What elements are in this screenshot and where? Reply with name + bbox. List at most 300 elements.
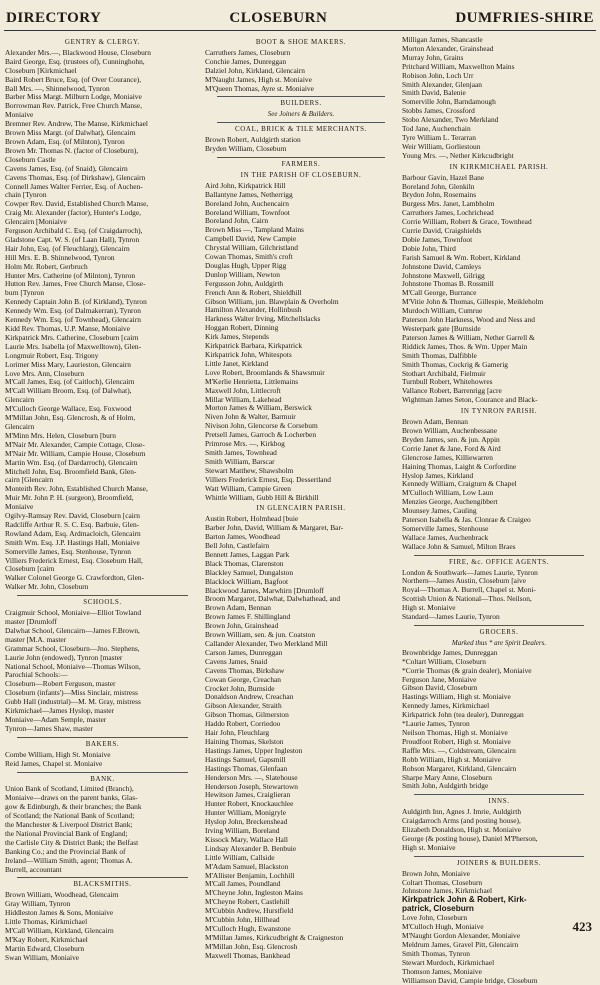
directory-entry: Walker Colonel George G. Crawfordton, Glen-	[5, 573, 145, 583]
directory-entry: Brownbridge James, Dunreggan	[402, 647, 498, 657]
directory-entry: Mitchell John, Esq. Broomfield Bank, Glen-	[5, 466, 137, 476]
directory-entry: Smith Alexander, Glenjaan	[402, 79, 482, 89]
directory-entry: Paterson Isabella & Jas. Clonrae & Craigeo	[402, 515, 531, 525]
directory-entry: Brown John, Grainshead	[205, 621, 279, 631]
section-divider	[217, 96, 385, 97]
directory-entry: Cowan George, Creachan	[205, 674, 281, 684]
directory-entry: Kissock Mary, Wallace Hall	[205, 834, 288, 844]
page-header	[4, 3, 596, 31]
directory-entry: Hair John, Fleuchlarg	[205, 728, 270, 738]
directory-entry: Kirkpatrick John (tea dealer), Dunreggan	[402, 710, 524, 720]
directory-entry: Carson James, Dunreggan	[205, 647, 283, 657]
directory-entry: Standard—James Laurie, Tynron	[402, 612, 500, 622]
directory-entry: Brown Adam, Esq. (of Milnton), Tynron	[5, 136, 125, 146]
directory-entry: Cavens Thomas, Esq. (of Dirkshaw), Glencairn	[5, 172, 146, 182]
directory-entry: Barber Miss Margt. Milburn Lodge, Moniaive	[5, 92, 142, 102]
directory-entry: Love John, Closeburn	[402, 913, 468, 923]
directory-entry: Stobbs James, Crossford	[402, 106, 475, 116]
directory-entry: Riddick James, Thos. & Wm. Upper Main	[402, 341, 528, 351]
directory-entry: Craig Mr. Alexander (factor), Hunter's Lodge,	[5, 208, 141, 218]
directory-entry: Hyslop John, Breckenshead	[205, 817, 288, 827]
directory-entry: M'Kay Robert, Kirkmichael	[5, 934, 88, 944]
directory-entry: Tod Jane, Auchenchain	[402, 124, 471, 134]
directory-entry: Kirk James, Stepends	[205, 332, 269, 342]
directory-entry: Gladstone Capt. W. S. (of Laan Hall), Tynron	[5, 234, 140, 244]
directory-entry: Brydon John, Rosemains	[402, 190, 477, 200]
directory-entry: Hill Mrs. E. B. Shinnelwood, Tynron	[5, 252, 115, 262]
directory-entry: cairn [Glencairn	[5, 475, 54, 485]
directory-entry: Nivison John, Glencorse & Corsebum	[205, 421, 318, 431]
directory-entry: Wallace John & Samuel, Milton Braes	[402, 541, 516, 551]
directory-entry: Kennedy Wm. Esq. (of Dalmakerran), Tynron	[5, 306, 141, 316]
directory-entry: Proudfoot Robert, High st. Moniaive	[402, 736, 511, 746]
directory-entry: Vallance Robert, Barrenrigg [acre	[402, 386, 502, 396]
directory-entry: Raffle Mrs. —, Coldstream, Glencairn	[402, 745, 516, 755]
directory-entry: Ogilvy-Ramsay Rev. David, Closeburn [cairn	[5, 511, 140, 521]
directory-entry: Banking Co.; and the Provincial Bank of	[5, 846, 126, 856]
directory-entry: of Scotland; the National Bank of Scotland;	[5, 811, 135, 821]
directory-entry: Hunter William, Monigryle	[205, 808, 287, 818]
directory-entry: Paterson James & William, Nether Garrell &	[402, 332, 535, 342]
directory-entry: Kirkmichael—James Hyslop, master	[5, 706, 114, 716]
directory-entry: gow & Edinburgh, & their branches; the Bank	[5, 802, 142, 812]
directory-entry: Callander Alexander, Two Merkland Mill	[205, 639, 328, 648]
directory-entry: Meldrum James, Gravel Pitt, Glencairn	[402, 939, 519, 949]
directory-entry: Austin Robert, Holmhead [buie	[205, 514, 299, 524]
directory-entry: M'Cubbin John, Hillhead	[205, 915, 280, 925]
directory-entry: *Corrie Thomas (& grain dealer), Moniaive	[402, 665, 532, 675]
directory-entry: Brown Miss —, Tampland Mains	[205, 225, 304, 235]
directory-entry: Millar William, Lakehead	[205, 394, 282, 404]
directory-entry: Turnbull Robert, Whitehowres	[402, 377, 493, 387]
section-divider	[17, 877, 188, 878]
directory-entry: M'Culloch Hugh, Moniaive	[402, 922, 484, 932]
directory-entry: Brown William, Auchenbessane	[402, 425, 498, 435]
directory-entry: M'Millan John, Esq. Glencrosh	[205, 941, 298, 951]
directory-entry: M'Vitie John & Thomas, Gillespie, Meikleholm	[402, 297, 544, 307]
directory-entry: Hewitson James, Craiglieran	[205, 790, 291, 800]
directory-entry: Young Mrs. —, Nether Kirkcudbright	[402, 150, 514, 160]
directory-entry: Love Mrs. Ann, Closeburn	[5, 368, 85, 378]
directory-entry: Stewart Matthew, Shawsholm	[205, 465, 294, 475]
directory-entry: Smith Thomas, Cockrig & Gamerig	[402, 359, 508, 369]
directory-entry: Smith John, Auldgirth bridge	[402, 781, 489, 791]
directory-entry: Moniaive	[5, 110, 34, 120]
directory-entry: Kirkpatrick Mrs. Catherine, Closeburn [cairn	[5, 332, 139, 342]
directory-entry: Gibson Thomas, Gilmerston	[205, 710, 289, 720]
directory-entry: Baird George, Esq. (trustees of), Cunninghohn,	[5, 56, 145, 66]
directory-entry: Baird Robert Bruce, Esq. (of Over Courance),	[5, 74, 142, 84]
directory-entry: Fergusson John, Auldgirth	[205, 278, 284, 288]
directory-entry: Hastings James, Upper Ingleston	[205, 745, 303, 755]
directory-section	[402, 163, 596, 405]
section-title: JOINERS & BUILDERS.	[456, 858, 542, 867]
directory-entry: Watt William, Campie Green	[205, 483, 291, 493]
directory-entry: French Ann & Robert, Shieldhill	[205, 287, 302, 297]
directory-entry: Smith Thomas, Dalfibble	[402, 350, 477, 360]
section-divider	[17, 595, 188, 596]
directory-entry: Blackley Samuel, Dungalston	[205, 567, 294, 577]
directory-entry: M'Kerlie Henrietta, Littlemains	[205, 376, 299, 386]
section-title: GROCERS.	[479, 628, 519, 636]
directory-section	[402, 407, 596, 552]
directory-entry: Barber John, David, William & Margaret, Bar-	[205, 523, 344, 533]
directory-entry: M'Call George, Burrance	[402, 288, 477, 298]
directory-entry: Cowan Thomas, Smith's croft	[205, 252, 293, 262]
directory-entry: Pretsell James, Garroch & Locherben	[205, 430, 317, 440]
directory-entry: Farish Samuel & Wm. Robert, Kirkland	[402, 252, 521, 262]
directory-entry: Elizabeth Donaldson, High st. Moniaive	[402, 825, 522, 835]
directory-entry: Thomson James, Moniaive	[402, 966, 482, 976]
directory-entry: Tyre William L. Terarran	[402, 132, 476, 142]
directory-entry: Union Bank of Scotland, Limited (Branch),	[5, 784, 134, 794]
directory-entry: Boreland William, Townfoot	[205, 207, 290, 217]
directory-entry: Harkness Walter Irving, Mitchellslacks	[205, 314, 321, 324]
directory-entry: Aird John, Kirkpatrick Hill	[205, 180, 286, 190]
directory-entry: Barbour Gavin, Hazel Bane	[402, 172, 485, 182]
parish-subheading: IN THE PARISH OF CLOSEBURN.	[240, 170, 362, 179]
directory-entry: Johnstone Thomas B. Rossmill	[402, 279, 494, 289]
directory-entry: Bell John, Castlefairn	[205, 541, 270, 551]
directory-entry: Holm Mr. Robert, Gerbruch	[5, 261, 88, 271]
directory-entry: Haddo Robert, Corriedoo	[205, 719, 281, 729]
directory-entry: Kennedy Captain John B. (of Kirkland), Tynron	[5, 297, 147, 307]
directory-entry: Carruthers James, Lochrichead	[402, 208, 494, 218]
directory-entry: M'Nair Mr. William, Campie House, Closeburn	[5, 448, 146, 458]
directory-entry: Hiddleston James & Sons, Moniaive	[5, 908, 114, 918]
directory-entry: Glencairn	[5, 421, 35, 431]
directory-entry: Gray William, Tynron	[5, 899, 71, 909]
directory-entry: Closeburn [Kirkmichael	[5, 65, 77, 75]
directory-entry: Parochial Schools:—	[5, 670, 68, 680]
directory-entry: Dalwhat School, Glencairn—James F.Brown,	[5, 625, 140, 635]
directory-entry: Kidd Rev. Thomas, U.P. Manse, Moniaive	[5, 324, 131, 333]
directory-entry: Robb William, High st. Moniaive	[402, 754, 501, 764]
directory-entry: Milligan James, Shancastle	[402, 35, 483, 44]
directory-entry: Moniaive	[5, 502, 34, 512]
directory-entry: Bryden James, sen. & jun. Appin	[402, 434, 500, 444]
directory-entry: Glencairn	[5, 395, 35, 405]
directory-entry: Dunlop William, Newton	[205, 269, 280, 279]
directory-entry: the National Provincial Bank of England;	[5, 828, 128, 838]
header-center: CLOSEBURN	[229, 10, 328, 26]
column-3	[402, 35, 596, 985]
directory-entry: M'Cubbin Andrew, Hurstfield	[205, 906, 294, 916]
section-title: COAL, BRICK & TILE MERCHANTS.	[235, 125, 367, 134]
directory-entry: Love Robert, Broomlands & Shawsmuir	[205, 367, 325, 377]
directory-section	[402, 625, 596, 791]
directory-entry: Hunter Robert, Knockauchlee	[205, 799, 294, 809]
directory-entry: *Laurie James, Tynron	[402, 719, 470, 729]
directory-entry: Pritchard William, Maxwellton Mains	[402, 61, 515, 71]
directory-entry: Barton James, Woodhead	[205, 532, 281, 542]
directory-entry: Kennedy William, Craigturn & Chapel	[402, 479, 517, 489]
section-title: BANK.	[90, 774, 115, 783]
directory-entry: Morton Alexander, Grainshead	[402, 43, 494, 53]
directory-entry: Irving William, Boreland	[205, 826, 280, 836]
directory-entry: Smith James, Townhead	[205, 447, 277, 457]
section-divider	[17, 772, 188, 773]
column-1	[5, 36, 200, 962]
directory-entry: Dobie James, Townfoot	[402, 234, 473, 244]
directory-entry: High st. Moniaive	[402, 603, 456, 613]
directory-entry: M'Millan John, Esq. Glencrosh, & of Holm,	[5, 413, 136, 423]
directory-entry: Laurie Mrs. Isabella (of Maxwelltown), Glen-	[5, 341, 142, 351]
directory-entry: Hastings Samuel, Gapsmill	[205, 754, 286, 764]
directory-entry: Bremner Rev. Andrew, The Manse, Kirkmichael	[5, 119, 148, 129]
directory-entry: chain [Tynron	[5, 190, 47, 200]
directory-entry: Johnstone Maxwell, Gilrigg	[402, 270, 485, 280]
directory-entry: Ferguson Archibald C. Esq. (of Craigdarroch),	[5, 226, 143, 236]
directory-entry: Closeburn—Robert Ferguson, master	[5, 679, 116, 689]
directory-entry: Johnstone David, Camleys	[402, 261, 482, 271]
directory-section	[402, 555, 596, 622]
directory-section	[402, 36, 596, 161]
section-note: See Joiners & Builders.	[267, 110, 335, 119]
section-title: FARMERS.	[281, 159, 321, 168]
directory-entry: M'Allister Benjamin, Lochhill	[205, 870, 295, 880]
directory-entry: Somerville James, Esq. Stenhouse, Tynron	[5, 546, 132, 556]
directory-entry: Cavens James, Esq. (of Snaid), Glencairn	[5, 163, 128, 173]
directory-section	[205, 157, 397, 502]
directory-entry: M'Cheyne Robert, Castlehill	[205, 897, 290, 907]
directory-entry: Laurie John (endowed), Tynron [master	[5, 652, 123, 662]
directory-entry: Broom Margaret, Dalwhat, Dalwhathead, and	[205, 594, 341, 604]
directory-entry: M'Naught James, High st. Moniaive	[205, 74, 312, 84]
directory-entry: Rowland Adam, Esq. Ardmacloich, Glencairn	[5, 528, 141, 538]
directory-entry: Alexander Mrs.—, Blackwood House, Closeburn	[5, 47, 151, 57]
directory-entry: Douglas Hugh, Upper Rigg	[205, 260, 287, 270]
directory-entry: Kirkpatrick John, Whitespots	[205, 350, 292, 359]
directory-entry: M'Call William, Kirkland, Glencairn	[5, 926, 114, 935]
directory-entry: Crocket John, Burnside	[205, 683, 275, 693]
directory-entry: Henderson Joseph, Stewartown	[205, 781, 298, 791]
parish-subheading: IN KIRKMICHAEL PARISH.	[449, 162, 549, 171]
directory-entry: Little Janet, Kirkland	[205, 358, 269, 368]
directory-entry: Gibson David, Closeburn	[402, 683, 478, 693]
directory-entry: Hastings William, High st. Moniaive	[402, 692, 511, 702]
section-divider	[414, 794, 584, 795]
directory-entry: Somerville James, Stenhouse	[402, 523, 489, 533]
directory-entry: Brown Adam, Bennan	[402, 417, 468, 427]
parish-subheading: IN GLENCAIRN PARISH.	[256, 504, 346, 513]
directory-entry: Niven John & Walter, Barmuir	[205, 412, 296, 422]
directory-entry: Moniaive—draws on the parent banks, Glas-	[5, 793, 138, 803]
directory-entry: Boreland John, Auchencairn	[205, 198, 289, 208]
directory-entry: Hoggan Robert, Dinning	[205, 323, 279, 333]
directory-entry: Kennedy James, Kirkmichael	[402, 701, 490, 711]
directory-entry: Muir Mr. John P. H. (surgeon), Broomfield,	[5, 493, 134, 503]
header-right: DUMFRIES-SHIRE	[455, 10, 594, 26]
directory-entry: burn [Tynron	[5, 288, 45, 298]
directory-entry: M'Minn Mrs. Helen, Closeburn [burn	[5, 430, 116, 440]
directory-entry: Glencrose James, Killiewarren	[402, 452, 493, 462]
directory-entry: Villiers Frederick Ernest, Esq. Dessertland	[205, 474, 331, 484]
directory-entry: Borrowman Rev. Patrick, Free Church Manse,	[5, 101, 143, 111]
directory-entry: Auldgirth Inn, Agnes J. Imrie, Auldgirth	[402, 807, 522, 817]
directory-entry: Stothart Archibald, Fielmuir	[402, 368, 486, 378]
section-divider	[414, 555, 584, 556]
directory-entry: Smith Wm. Esq. J.P. Hastings Hall, Moniaive	[5, 537, 140, 547]
section-title: BOOT & SHOE MAKERS.	[255, 38, 347, 46]
directory-entry: Menzies George, Auchengibbert	[402, 497, 498, 507]
directory-entry: Villiers Frederick Ernest, Esq. Closeburn Hall,	[5, 555, 143, 565]
directory-entry: the Carlisle City & District Bank; the Belfast	[5, 837, 139, 847]
directory-entry: Kirkpatrick Barbara, Kirkpatrick	[205, 341, 303, 351]
directory-entry: Dobie John, Third	[402, 243, 456, 253]
section-divider	[217, 157, 385, 158]
directory-entry: Craigdarroch Arms (and posting house),	[402, 816, 521, 826]
directory-entry: Morton James & William, Berswick	[205, 403, 312, 413]
directory-entry: Haining Thomas, Skelston	[205, 736, 284, 746]
column-2	[205, 36, 397, 960]
directory-entry: Glencairn [Moniaive	[5, 217, 67, 227]
directory-entry: M'Millan James, Kirkcudbright & Craigneston	[205, 932, 344, 942]
section-divider	[414, 856, 584, 857]
directory-entry: Grammar School, Closeburn—Jno. Stephens,	[5, 643, 140, 653]
directory-entry: Brown John, Moniaive	[402, 868, 470, 878]
directory-entry: Brown Adam, Bennan	[205, 603, 271, 613]
directory-entry: Conchie James, Dunreggan	[205, 56, 287, 66]
directory-entry: M'Call James, Poundland	[205, 879, 281, 889]
directory-entry: Craigmuir School, Moniaive—Elliot Towland	[5, 608, 142, 618]
directory-entry: Robson Margaret, Kirkland, Glencairn	[402, 763, 517, 773]
directory-entry: Murdoch William, Cumrue	[402, 306, 483, 316]
directory-entry: Gibson Alexander, Straith	[205, 701, 282, 711]
directory-entry: Closeburn (infants')—Miss Sinclair, mistress	[5, 688, 138, 698]
directory-entry: M'Cheyne John, Ingleston Mains	[205, 888, 303, 898]
directory-entry: *Coltart William, Closeburn	[402, 656, 486, 666]
directory-entry: Closeburn Castle	[5, 154, 56, 164]
directory-entry: Hutton Rev. James, Free Church Manse, Close-	[5, 279, 146, 289]
directory-entry: Stobo Alexander, Two Merkland	[402, 115, 499, 125]
directory-entry: master [Drumloff	[5, 617, 57, 626]
directory-entry: Hair John, Esq. (of Fleuchlarg), Glencairn	[5, 243, 130, 253]
directory-entry: Scottish Union & National—Thos. Neilson,	[402, 594, 532, 604]
directory-entry: Wallace James, Auchenbrack	[402, 532, 489, 542]
parish-subheading: IN TYNRON PARISH.	[460, 407, 538, 416]
directory-entry: M'Culloch Hugh, Ewanstone	[205, 924, 291, 933]
section-title: BUILDERS.	[280, 99, 322, 108]
directory-entry: Hyslop James, Kirkland	[402, 470, 474, 480]
directory-entry: Robison John, Loch Urr	[402, 70, 474, 80]
directory-entry: Royal—Thomas A. Burrell, Chapel st. Moni-	[402, 585, 536, 595]
directory-entry: Connell James Walter Ferrier, Esq. of Auchen-	[5, 181, 143, 191]
section-title: INNS.	[488, 797, 510, 806]
directory-entry: Lindsay Alexander B. Benbuie	[205, 843, 297, 853]
directory-section	[5, 737, 200, 769]
directory-entry: Walker Mr. John, Closeburn	[5, 582, 89, 592]
directory-entry: Ballantyne James, Netherrigg	[205, 189, 293, 199]
directory-section	[5, 595, 200, 734]
directory-entry: Neilson Thomas, High st. Moniaive	[402, 727, 508, 737]
directory-entry: Smith David, Balenie	[402, 88, 466, 98]
directory-entry: Ireland—William Smith, agent; Thomas A.	[5, 855, 133, 865]
directory-entry: High st. Moniaive	[402, 842, 456, 852]
directory-entry: Martin Wm. Esq. (of Dardarroch), Glencairn	[5, 457, 138, 467]
directory-entry: Lorimer Miss Mary, Laurieston, Glencairn	[5, 359, 131, 369]
directory-entry: Kennedy Wm. Esq. (of Townhead), Glencairn	[5, 315, 141, 325]
directory-entry: Weir William, Gorliestoun	[402, 141, 481, 151]
directory-entry: Currie David, Craigshields	[402, 226, 482, 236]
directory-entry: Brown Miss Margt. (of Dalwhat), Glencairn	[5, 128, 136, 138]
directory-section	[402, 856, 596, 985]
directory-section	[205, 504, 397, 960]
directory-entry: Smith William, Barscar	[205, 456, 275, 466]
directory-entry: Wightman James Seton, Courance and Black-	[402, 395, 538, 405]
directory-entry: Hunter Mrs. Catherine (of Milnton), Tynron	[5, 270, 136, 280]
directory-section	[5, 877, 200, 962]
directory-section	[205, 122, 397, 154]
section-title: FIRE, &c. OFFICE AGENTS.	[449, 557, 549, 566]
directory-entry: Stewart Murdoch, Kirkmichael	[402, 957, 495, 967]
directory-entry: Gubb Hall (industrial)—M. M. Gray, mistress	[5, 697, 141, 707]
directory-entry: Longmuir Robert, Esq. Trigony	[5, 350, 99, 360]
directory-entry: Johnstone James, Kirkmichael	[402, 886, 493, 896]
directory-entry: Gibson William, jun. Blawplain & Overholm	[205, 296, 339, 306]
directory-entry: M'Adam Samuel, Blackston	[205, 861, 289, 871]
directory-entry: Boreland John, Cairn	[205, 216, 269, 226]
directory-entry: Brown James F. Shillingland	[205, 612, 291, 622]
directory-entry: Coltart Thomas, Closeburn	[402, 877, 483, 887]
directory-entry: M'Culloch George Wallace, Esq. Foxwood	[5, 404, 132, 414]
directory-entry: Burrell, accountant	[5, 864, 62, 874]
directory-entry: Maxwell John, Littlecroft	[205, 385, 281, 395]
directory-entry: Kirkpatrick John & Robert, Kirk-	[402, 895, 527, 905]
section-title: SCHOOLS.	[83, 598, 122, 607]
directory-entry: Mounsey James, Cauling	[402, 506, 477, 516]
directory-entry: Moniaive—Adam Semple, master	[5, 714, 107, 724]
directory-entry: London & Southwark—James Laurie, Tynron	[402, 567, 538, 577]
section-divider	[414, 625, 584, 626]
directory-section	[205, 96, 397, 119]
directory-entry: M'Naught Gordon Alexander, Moniaive	[402, 931, 521, 940]
directory-entry: Ball Mrs. —, Shinnelwood, Tynron	[5, 83, 110, 93]
directory-entry: Little Thomas, Kirkmichael	[5, 917, 88, 927]
directory-entry: Corrie Janet & Jane, Ford & Aird	[402, 443, 501, 453]
directory-entry: Monteith Rev. John, Established Church Manse,	[5, 484, 148, 494]
directory-entry: Boreland John, Glenkiln	[402, 181, 475, 191]
directory-entry: Brown William, Woodhead, Glencairn	[5, 890, 119, 900]
directory-section	[5, 772, 200, 875]
directory-entry: Brown William, sen. & jun. Coatston	[205, 630, 316, 640]
directory-entry: patrick, Closeburn	[402, 904, 474, 914]
directory-entry: Black Thomas, Clarenston	[205, 558, 284, 568]
directory-entry: Swan William, Moniaive	[5, 952, 80, 962]
header-left: DIRECTORY	[6, 10, 102, 26]
directory-entry: Westerpark gate [Burnside	[402, 324, 481, 333]
section-title: GENTRY & CLERGY.	[64, 38, 141, 46]
directory-section	[205, 38, 397, 93]
directory-entry: Primrose Mrs. —, Kirkbog	[205, 439, 285, 449]
directory-entry: Northern—James Austin, Closeburn [aive	[402, 576, 526, 586]
directory-entry: Williamson David, Campie bridge, Closeburn	[402, 975, 538, 985]
directory-entry: Donaldson Andrew, Creachan	[205, 692, 294, 702]
directory-section	[5, 38, 200, 592]
section-note: Marked thus * are Spirit Dealers.	[451, 638, 547, 647]
directory-entry: George (& posting house), Daniel M'Pherson,	[402, 833, 538, 843]
directory-entry: master [M.A. master	[5, 634, 67, 644]
directory-entry: Murray John, Grains	[402, 52, 464, 62]
directory-entry: Blacklock William, Bagfoot	[205, 576, 289, 586]
directory-entry: M'Queen Thomas, Ayre st. Moniaive	[205, 83, 314, 93]
directory-entry: Cowper Rev. David, Established Church Manse,	[5, 199, 149, 209]
directory-entry: Smith Thomas, Tynron	[402, 948, 470, 958]
directory-section	[402, 794, 596, 852]
page-number: 423	[572, 919, 592, 934]
directory-entry: Hamilton Alexander, Hollinbush	[205, 305, 302, 315]
directory-entry: Somerville John, Barndamough	[402, 97, 496, 107]
